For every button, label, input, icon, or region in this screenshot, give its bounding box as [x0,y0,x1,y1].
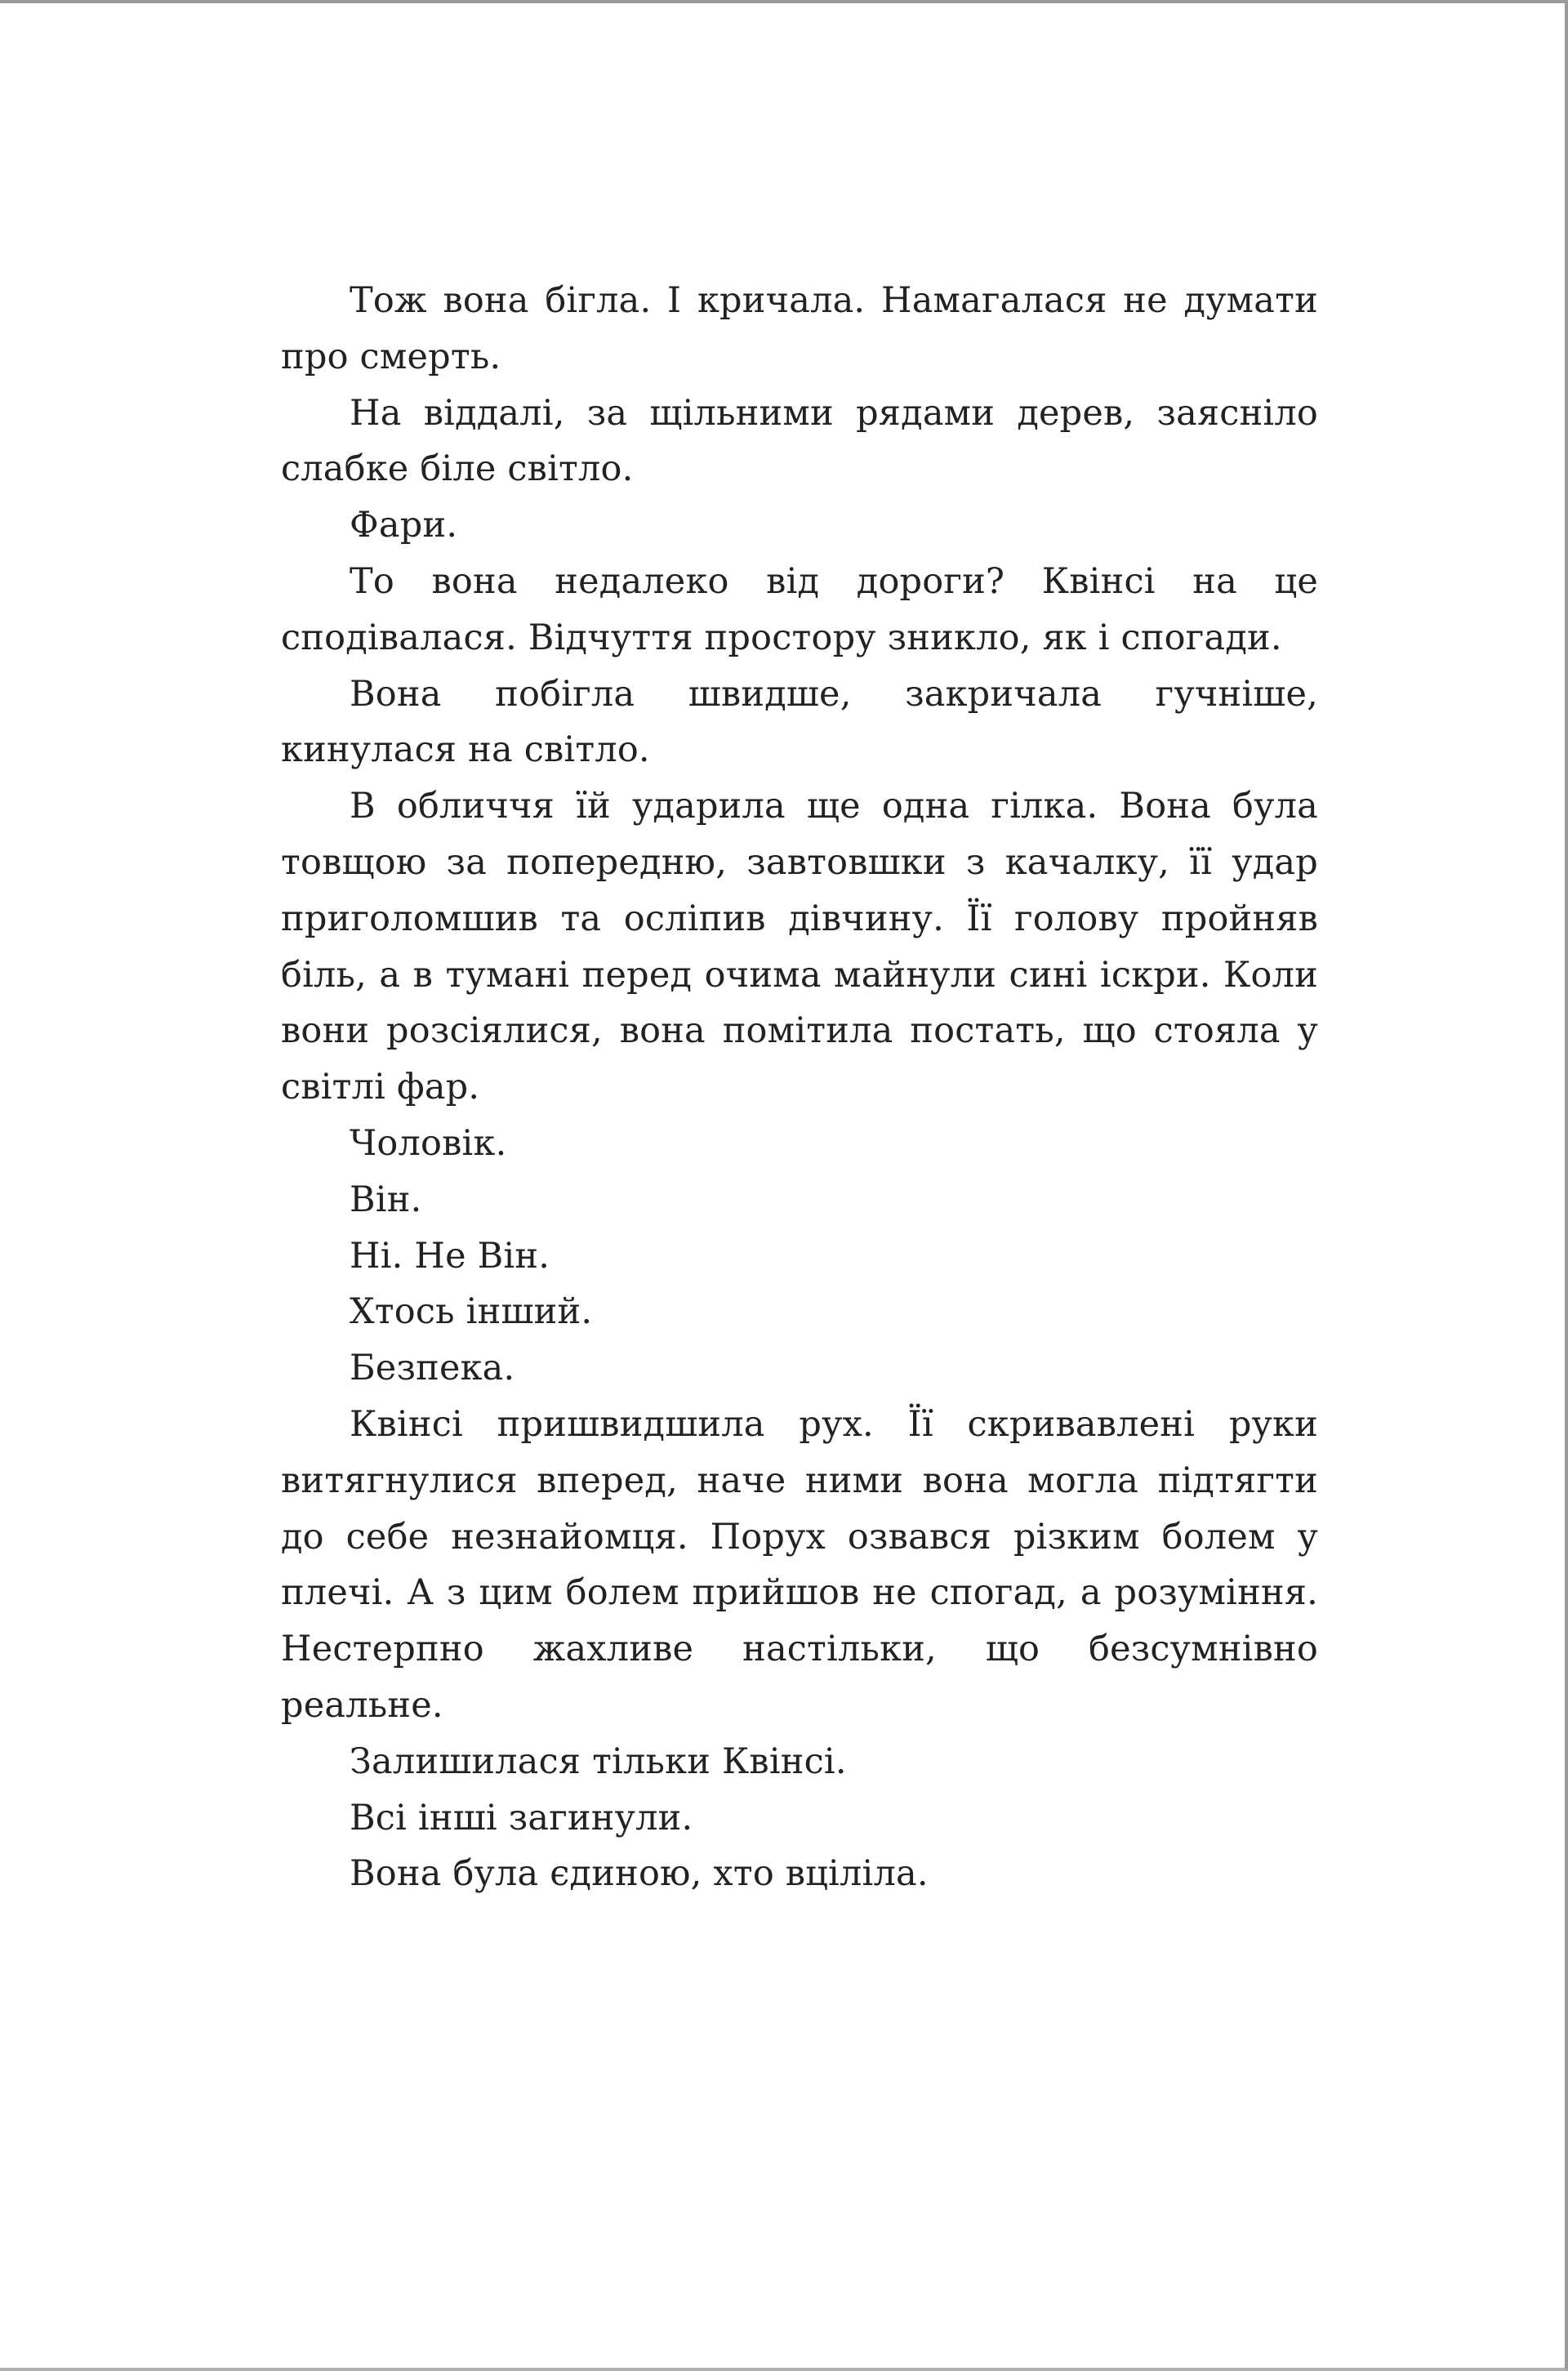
paragraph: Залишилася тільки Квінсі. [350,1740,847,1782]
paragraph: Квінсі пришвидшила рух. Її скривавлені руки витягнулися вперед, наче ними вона могла підтягти до себе незнайомця. Порух озвався різким болем у плечі. А з цим болем прийшов не спогад, а розуміння. Нестерпно жахливе настільки, що безсумнівно реальне. [281,1403,1318,1726]
paragraph: Безпека. [350,1348,515,1389]
paragraph: Фари. [350,505,458,546]
paragraph: Вона була єдиною, хто вціліла. [350,1853,929,1895]
paragraph: В обличчя їй ударила ще одна гілка. Вона була товщою за попередню, завтовшки з качалку, її удар приголомшив та осліпив дівчину. Її голову пройняв біль, а в тумані перед очима майнули сині іскри. Коли вони розсіялися, вона помітила постать, що стояла у світлі фар. [281,786,1318,1108]
paragraph: Всі інші загинули. [350,1797,693,1838]
paragraph: Вона побігла швидше, закричала гучніше, кинулася на світло. [281,673,1318,771]
paragraph: То вона недалеко від дороги? Квінсі на це сподівалася. Відчуття простору зникло, як і спогади. [281,560,1318,658]
paragraph: Хтось інший. [350,1291,593,1333]
paragraph: На віддалі, за щільними рядами дерев, заясніло слабке біле світло. [281,392,1318,490]
paragraph: Він. [350,1179,422,1220]
paragraph: Ні. Не Він. [350,1235,550,1277]
body-text [281,273,1318,1902]
paragraph: Тож вона бігла. І кричала. Намагалася не думати про смерть. [281,280,1318,377]
paragraph: Чоловік. [350,1122,507,1164]
